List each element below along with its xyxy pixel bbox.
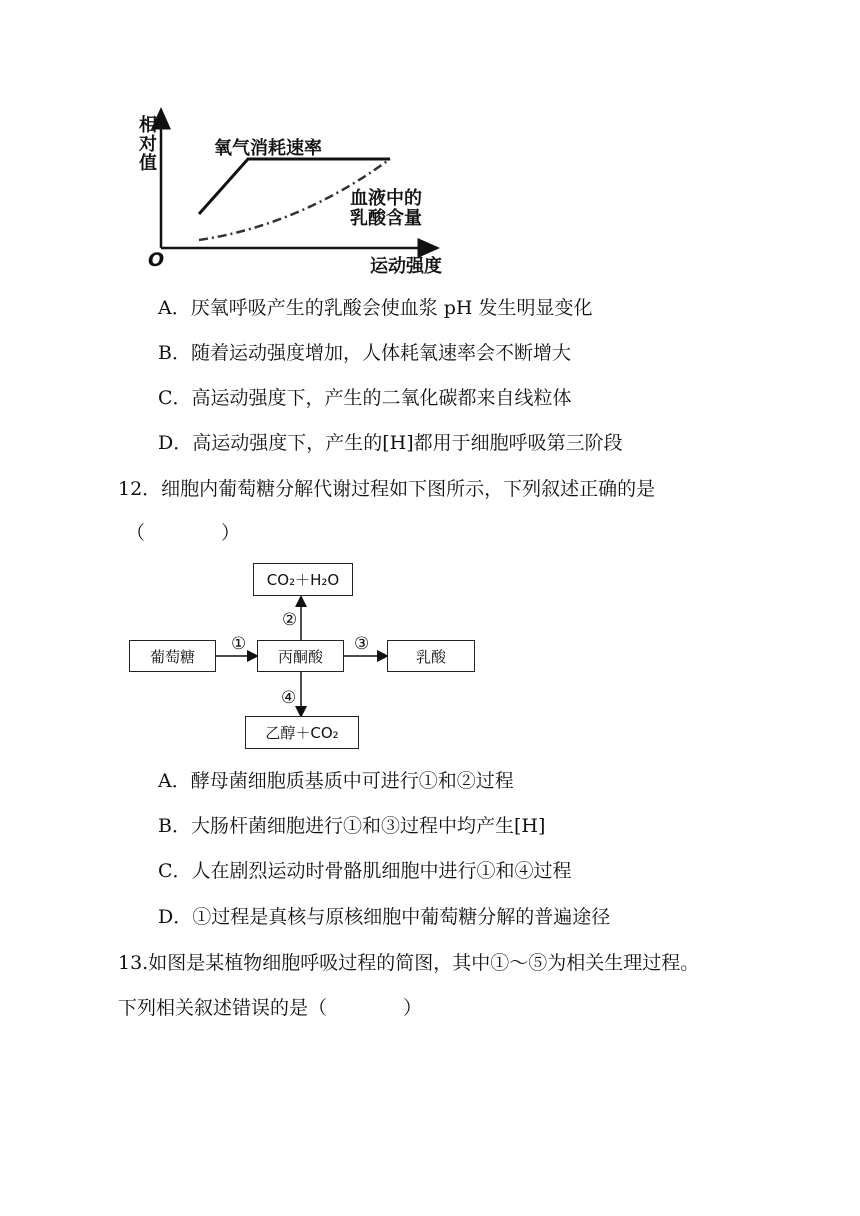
oxygen-curve-label: 氧气消耗速率 — [214, 138, 322, 159]
q12-answer-paren: （ ） — [126, 522, 241, 544]
pyruvate-box: 丙酮酸 — [257, 640, 344, 672]
q13-stem-line2: 下列相关叙述错误的是（ ） — [118, 997, 423, 1019]
step1-label: ① — [231, 634, 247, 654]
y-axis-label-char: 值 — [139, 153, 157, 174]
lactate-label-line1: 血液中的 — [350, 188, 422, 209]
glucose-box: 葡萄糖 — [129, 640, 216, 672]
origin-label: O — [148, 249, 165, 271]
step4-label: ④ — [281, 688, 297, 708]
q11-option-a: A．厌氧呼吸产生的乳酸会使血浆 pH 发生明显变化 — [158, 297, 593, 319]
y-axis-label-char: 对 — [139, 134, 157, 155]
step2-label: ② — [282, 610, 298, 630]
q12-option-d: D．①过程是真核与原核细胞中葡萄糖分解的普遍途径 — [158, 906, 611, 928]
step3-label: ③ — [354, 634, 370, 654]
lactate-label-line2: 乳酸含量 — [350, 208, 422, 229]
q11-option-b: B．随着运动强度增加，人体耗氧速率会不断增大 — [158, 342, 571, 364]
co2-h2o-box: CO₂＋H₂O — [253, 563, 353, 596]
q11-option-c: C．高运动强度下，产生的二氧化碳都来自线粒体 — [158, 387, 572, 409]
ethanol-co2-box: 乙醇＋CO₂ — [245, 716, 359, 749]
y-axis-label-char: 相 — [139, 115, 157, 136]
lactate-box: 乳酸 — [387, 640, 475, 672]
x-axis-label: 运动强度 — [370, 256, 442, 277]
q13-stem-line1: 13.如图是某植物细胞呼吸过程的简图，其中①～⑤为相关生理过程。 — [118, 952, 700, 974]
q12-option-a: A．酵母菌细胞质基质中可进行①和②过程 — [158, 770, 514, 792]
q12-option-c: C．人在剧烈运动时骨骼肌细胞中进行①和④过程 — [158, 860, 572, 882]
q11-option-d: D．高运动强度下，产生的[H]都用于细胞呼吸第三阶段 — [158, 432, 623, 454]
q12-stem: 12．细胞内葡萄糖分解代谢过程如下图所示，下列叙述正确的是 — [118, 478, 656, 500]
q12-option-b: B．大肠杆菌细胞进行①和③过程中均产生[H] — [158, 815, 546, 837]
